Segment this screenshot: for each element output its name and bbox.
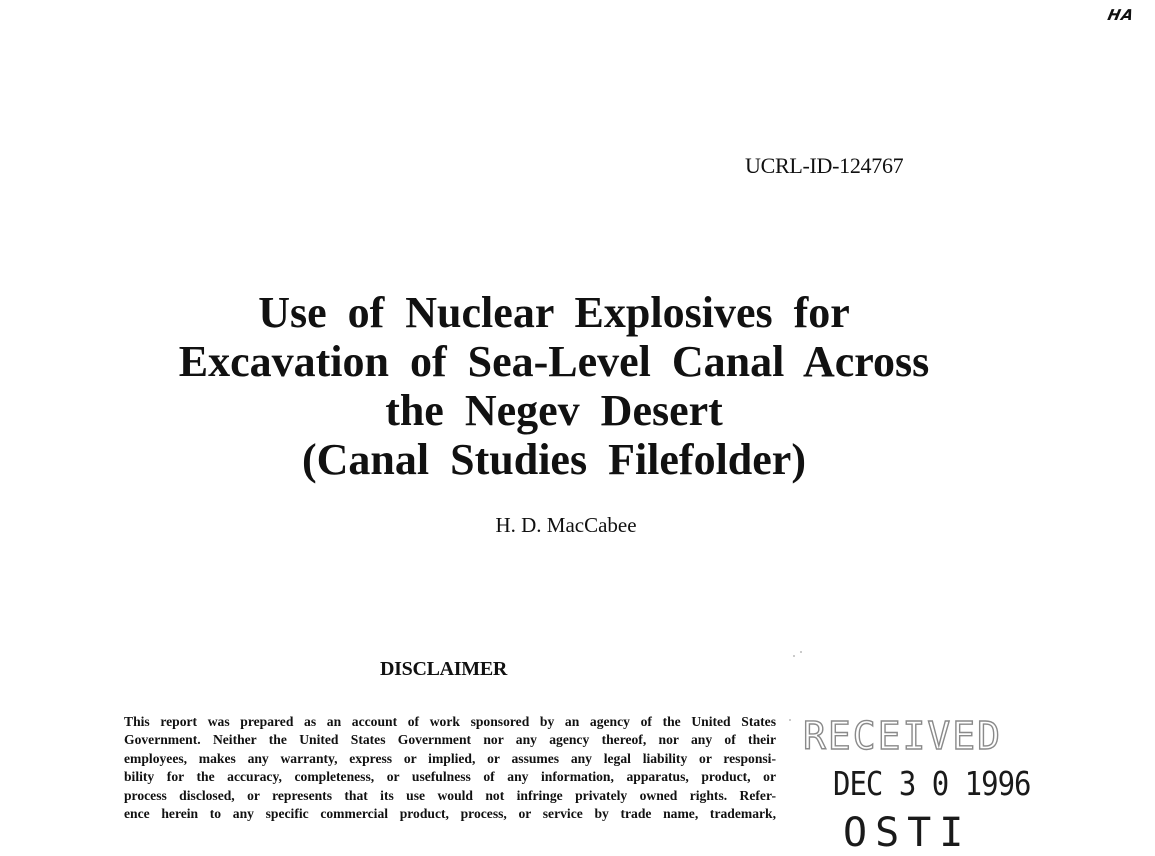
disclaimer-line-2: Government. Neither the United States Government nor any agency thereof, nor any of their [124, 732, 776, 748]
received-date-stamp: DEC 3 0 1996 [833, 764, 1031, 804]
disclaimer-line-4: bility for the accuracy, completeness, or usefulness of any information, apparatus, product, or [124, 769, 776, 785]
disclaimer-line-5: process disclosed, or represents that its use would not infringe privately owned rights. Refer- [124, 787, 776, 803]
received-stamp: RECEIVED [803, 714, 1003, 758]
title-line-2: Excavation of Sea-Level Canal Across [178, 337, 930, 386]
disclaimer-line-1: This report was prepared as an account of work sponsored by an agency of the United States [124, 714, 776, 729]
disclaimer-text [124, 713, 776, 823]
report-number: UCRL-ID-124767 [745, 153, 904, 178]
osti-stamp-text: OSTI [843, 810, 972, 856]
disclaimer-line-3: employees, makes any warranty, express or implied, or assumes any legal liability or responsi- [124, 750, 776, 766]
document-title [0, 288, 1108, 484]
disclaimer-line-6: ence herein to any specific commercial product, process, or service by trade name, trademark, [124, 806, 776, 822]
title-line-1: Use of Nuclear Explosives for [258, 288, 850, 337]
handwritten-initials: HA [1106, 6, 1137, 24]
disclaimer-heading: DISCLAIMER [380, 658, 508, 680]
scan-speck [789, 719, 791, 721]
author-name: H. D. MacCabee [495, 513, 637, 537]
title-line-3: the Negev Desert [385, 386, 723, 435]
scan-speck [793, 655, 795, 657]
scan-speck [800, 651, 802, 653]
title-line-4: (Canal Studies Filefolder) [302, 435, 806, 484]
